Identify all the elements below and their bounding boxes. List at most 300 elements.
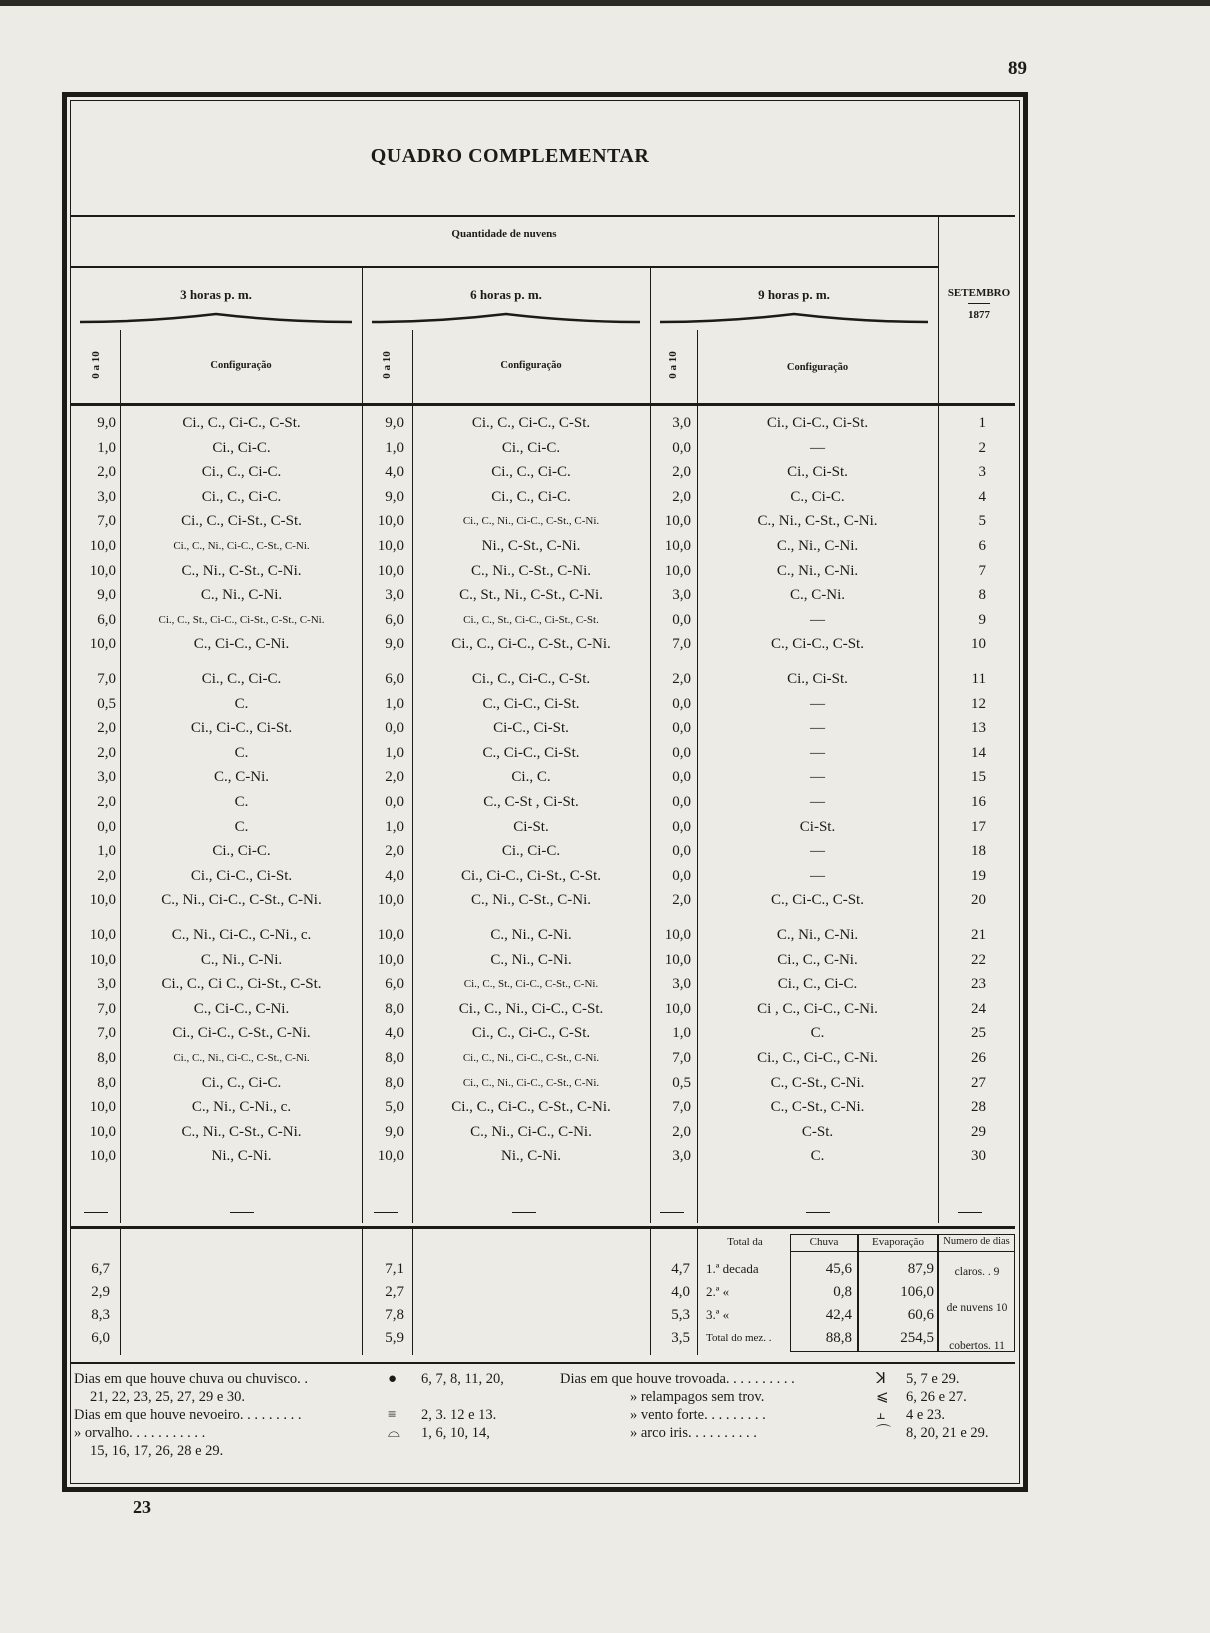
cloud-6pm: 9,0 [385,415,404,431]
legend-right-days: 6, 26 e 27. [906,1389,967,1405]
cloud-6pm: 9,0 [385,636,404,653]
day-number: 18 [971,843,986,860]
config-3pm: C. [234,695,249,712]
config-3pm: Ci., C., Ci-C. [201,1074,282,1091]
day-number: 25 [971,1025,986,1042]
config-9pm: — [810,439,825,456]
sheet-number: 23 [133,1497,151,1517]
config-label-3pm: Configuração [210,360,272,371]
evaporacao-value: 106,0 [900,1284,934,1300]
cloud-3pm: 7,0 [97,1000,116,1017]
day-number: 11 [971,671,986,687]
cloud-9pm: 0,0 [672,818,691,835]
cloud-9pm: 2,0 [672,892,691,909]
day-number: 16 [971,794,986,810]
config-6pm: Ci-C., Ci-St. [493,720,569,737]
config-9pm: C., C-St., C-Ni. [770,1074,865,1091]
config-3pm: Ci., Ci-C., Ci-St. [190,867,293,884]
config-3pm: Ci., Ci-C. [212,439,271,456]
legend-left-days: 6, 7, 8, 11, 20, [421,1371,504,1387]
page-title: QUADRO COMPLEMENTAR [370,145,650,167]
config-6pm: Ci., C., Ci-C., C-St. [471,1025,591,1042]
config-3pm: C. [234,794,249,810]
config-3pm: Ci., C., Ci-C. [201,464,282,481]
config-6pm: Ci., C., St., Ci-C., C-St., C-Ni. [463,978,599,991]
group-3pm: 3 horas p. m. [180,287,252,302]
day-number: 2 [978,439,986,456]
cloud-9pm: 7,0 [672,1099,691,1116]
day-number: 14 [971,744,986,761]
cloud-9pm: 2,0 [672,671,691,687]
cloud-3pm: 10,0 [89,1123,116,1140]
header-mid-rule [70,266,938,268]
cloud-3pm: 3,0 [97,976,116,993]
day-number: 8 [978,587,986,604]
legend-top-rule [70,1362,1015,1364]
legend-right-label: » relampagos sem trov. [630,1389,765,1405]
config-6pm: C., St., Ni., C-St., C-Ni. [459,587,603,604]
cloud-9pm: 2,0 [672,488,691,505]
config-9pm: — [810,744,825,761]
legend-right-days: 8, 20, 21 e 29. [906,1425,989,1441]
period-label: 2.ª « [706,1284,730,1299]
config-9pm: Ci , C., Ci-C., C-Ni. [757,1000,878,1017]
dias-value: claros. . 9 [954,1266,1000,1278]
header-bottom-rule [70,403,1015,406]
cloud-3pm: 3,0 [97,769,116,786]
legend-left-label: 21, 22, 23, 25, 27, 29 e 30. [90,1389,246,1405]
config-3pm: Ci., C., Ci-C. [201,671,282,687]
day-number: 24 [971,1000,986,1017]
day-number: 9 [978,611,986,628]
cloud-3pm: 9,0 [97,587,116,604]
config-6pm: Ni., C-St., C-Ni. [481,538,581,554]
config-6pm: C., Ni., C-Ni. [490,951,572,968]
cloud-3pm: 2,0 [97,464,116,481]
legend-weather-symbol-icon: ≡ [388,1407,397,1423]
mean-3pm: 6,7 [91,1261,110,1277]
mean-6pm: 7,1 [385,1261,404,1277]
config-3pm: Ci., Ci-C., C-St., C-Ni. [172,1025,311,1042]
config-3pm: C., Ni., C-Ni. [200,951,283,968]
cloud-9pm: 3,0 [672,587,691,604]
config-3pm: Ci., Ci-C. [212,843,271,860]
config-6pm: C., Ni., C-Ni. [490,927,572,943]
config-9pm: — [810,695,825,712]
mean-3pm: 2,9 [91,1284,110,1300]
config-9pm: Ci., Ci-St. [787,464,848,481]
header-cloud-quantity: Quantidade de nuvens [451,228,557,240]
mean-6pm: 5,9 [385,1330,404,1346]
config-6pm: Ci., C., Ci-C. [491,488,571,505]
legend-left-label: » orvalho. . . . . . . . . . . [74,1425,206,1441]
config-3pm: Ci., C., Ci-C., C-St. [182,415,301,431]
config-3pm: C. [234,818,249,835]
cloud-9pm: 10,0 [664,513,691,530]
cloud-9pm: 10,0 [664,562,691,579]
day-number: 5 [978,513,986,530]
config-6pm: Ci., Ci-C. [501,843,561,860]
mean-3pm: 8,3 [91,1307,110,1323]
cloud-3pm: 2,0 [97,720,116,737]
legend-left-label: Dias em que houve nevoeiro. . . . . . . . . [74,1407,302,1423]
config-3pm: Ci., Ci-C., Ci-St. [190,720,293,737]
day-number: 17 [971,818,986,835]
cloud-3pm: 6,0 [97,611,116,628]
config-6pm: C., Ci-C., Ci-St. [482,695,580,712]
cloud-9pm: 0,0 [672,439,691,456]
day-number: 26 [971,1050,986,1066]
cloud-6pm: 2,0 [385,769,404,786]
cloud-9pm: 0,0 [672,744,691,761]
config-6pm: Ci., C., Ci-C., C-St. [471,415,591,431]
cloud-6pm: 9,0 [385,1123,404,1140]
config-3pm: C. [234,744,249,761]
cloud-3pm: 8,0 [97,1050,116,1066]
cloud-9pm: 10,0 [664,951,691,968]
cloud-9pm: 0,0 [672,867,691,884]
config-3pm: C., Ni., C-Ni. [200,587,283,604]
legend-weather-symbol-icon: ⌒ [876,1425,892,1441]
day-number: 1 [978,415,986,431]
cloud-6pm: 6,0 [385,671,404,687]
period-label: Total do mez. . [706,1332,772,1344]
config-9pm: Ci., C., C-Ni. [777,951,858,968]
cloud-6pm: 2,0 [385,843,404,860]
cloud-3pm: 0,5 [97,695,116,712]
cloud-3pm: 10,0 [89,927,116,943]
chuva-value: 88,8 [825,1330,852,1346]
cloud-3pm: 7,0 [97,671,116,687]
day-number: 19 [971,867,986,884]
config-9pm: Ci., Ci-St. [787,671,848,687]
dias-value: cobertos. 11 [949,1340,1005,1352]
config-9pm: C-St. [801,1123,834,1140]
period-label: 3.ª « [706,1307,730,1322]
config-6pm: Ci., C., Ci-C. [491,464,571,481]
config-6pm: C., Ci-C., Ci-St. [482,744,580,761]
cloud-3pm: 10,0 [89,538,116,554]
sum-header-evaporacao: Evaporação [872,1236,924,1248]
cloud-3pm: 10,0 [89,951,116,968]
period-label: 1.ª decada [706,1261,759,1276]
config-9pm: — [810,611,825,628]
cloud-3pm: 10,0 [89,1148,116,1165]
legend-weather-symbol-icon: ⩽ [876,1389,889,1405]
cloud-6pm: 10,0 [377,951,404,968]
cloud-6pm: 0,0 [385,720,404,737]
config-label-9pm: Configuração [786,362,849,373]
config-9pm: C. [810,1148,825,1165]
cloud-6pm: 4,0 [385,867,404,884]
cloud-3pm: 0,0 [97,818,116,835]
day-number: 28 [971,1099,986,1116]
config-9pm: C., Ni., C-St., C-Ni. [757,513,878,530]
config-9pm: C., Ni., C-Ni. [776,538,859,554]
mean-3pm: 6,0 [91,1330,110,1346]
config-9pm: C., C-Ni. [789,587,845,604]
config-6pm: Ci., C., Ci-C., C-St., C-Ni. [451,1099,611,1116]
cloud-3pm: 1,0 [97,843,116,860]
cloud-3pm: 10,0 [89,562,116,579]
cloud-6pm: 1,0 [385,818,404,835]
cloud-9pm: 2,0 [672,464,691,481]
legend-right-days: 4 e 23. [906,1407,946,1423]
config-9pm: — [810,843,825,860]
config-6pm: Ni., C-Ni. [501,1148,561,1165]
cloud-9pm: 10,0 [664,927,691,943]
cloud-3pm: 2,0 [97,867,116,884]
sum-header-chuva: Chuva [809,1236,839,1248]
day-number: 13 [971,720,986,737]
config-9pm: C., C-St., C-Ni. [770,1099,865,1116]
month-year: 1877 [968,309,990,322]
month-dash [968,303,990,304]
day-number: 7 [978,562,986,579]
legend-weather-symbol-icon: ⌓ [388,1425,400,1441]
cloud-6pm: 10,0 [377,1148,404,1165]
cloud-9pm: 10,0 [664,1000,691,1017]
legend-weather-symbol-icon: ꓘ [876,1371,886,1387]
config-3pm: Ni., C-Ni. [211,1148,272,1165]
sum-header-dias: Numero de dias [943,1236,1010,1247]
cloud-6pm: 10,0 [377,927,404,943]
config-3pm: C., Ci-C., C-Ni. [193,1000,290,1017]
cloud-6pm: 8,0 [385,1050,404,1066]
scale-label-6pm: 0 a 10 [381,351,393,379]
cloud-9pm: 0,5 [672,1074,691,1091]
day-number: 22 [971,951,986,968]
day-number: 27 [971,1074,986,1091]
brace-6pm [370,308,642,330]
cloud-6pm: 0,0 [385,794,404,810]
sum-header-total: Total da [727,1236,763,1248]
day-number: 23 [971,976,986,993]
dash-mark [230,1212,254,1213]
config-9pm: C., Ni., C-Ni. [776,927,859,943]
config-9pm: C., Ni., C-Ni. [776,562,859,579]
config-9pm: Ci., C., Ci-C., C-Ni. [757,1050,878,1066]
month-header [940,285,1018,324]
group-6pm: 6 horas p. m. [470,287,542,302]
cloud-9pm: 2,0 [672,1123,691,1140]
config-6pm: Ci., Ci-C. [501,439,561,456]
cloud-6pm: 4,0 [385,464,404,481]
sum-divider-c [697,1229,698,1355]
cloud-3pm: 1,0 [97,439,116,456]
evaporacao-value: 254,5 [900,1330,934,1346]
dash-mark [958,1212,982,1213]
cloud-9pm: 0,0 [672,720,691,737]
scale-label-9pm: 0 a 10 [667,351,679,379]
config-3pm: Ci., C., Ci-C. [201,488,282,505]
config-6pm: C., Ni., Ci-C., C-Ni. [470,1123,592,1140]
config-3pm: Ci., C., Ni., Ci-C., C-St., C-Ni. [173,540,310,552]
page-number: 89 [1008,58,1027,79]
config-6pm: Ci., C., Ci-C., C-St., C-Ni. [451,636,611,653]
config-6pm: C., Ni., C-St., C-Ni. [470,562,591,579]
sum-header-rule [790,1251,1015,1252]
config-6pm: Ci., C., Ni., Ci-C., C-St., C-Ni. [462,1052,600,1064]
evaporacao-value: 60,6 [907,1307,934,1323]
sum-divider-a [120,1229,121,1355]
day-number: 30 [971,1148,986,1165]
day-number: 12 [971,695,986,712]
cloud-9pm: 10,0 [664,538,691,554]
config-6pm: Ci., C. [511,769,551,786]
config-9pm: — [810,867,825,884]
config-9pm: Ci-St. [799,818,836,835]
config-label-6pm: Configuração [500,360,562,371]
legend-right-label: » arco iris. . . . . . . . . . [630,1425,757,1441]
dash-mark [374,1212,398,1213]
cloud-3pm: 9,0 [97,415,116,431]
config-9pm: Ci., C., Ci-C. [777,976,858,993]
cloud-6pm: 6,0 [385,976,404,993]
cloud-6pm: 1,0 [385,439,404,456]
scale-label-3pm: 0 a 10 [90,351,102,379]
cloud-3pm: 2,0 [97,744,116,761]
mean-9pm: 5,3 [671,1307,690,1323]
dash-mark [84,1212,108,1213]
mean-6pm: 7,8 [385,1307,404,1323]
dash-mark [512,1212,536,1213]
config-3pm: C., Ni., C-Ni., c. [191,1099,292,1116]
header-top-rule [70,215,1015,217]
legend-weather-symbol-icon: ⫠ [876,1407,886,1423]
legend-right-days: 5, 7 e 29. [906,1371,960,1387]
config-6pm: Ci., C., Ni., Ci-C., C-St., C-Ni. [462,515,600,528]
cloud-3pm: 7,0 [97,513,116,530]
config-3pm: Ci., C., St., Ci-C., Ci-St., C-St., C-Ni. [158,613,325,626]
cloud-9pm: 7,0 [672,1050,691,1066]
dash-mark [660,1212,684,1213]
config-3pm: Ci., C., Ci C., Ci-St., C-St. [161,976,322,993]
cloud-6pm: 8,0 [385,1000,404,1017]
day-number: 15 [971,769,986,786]
config-6pm: C., C-St , Ci-St. [483,794,579,810]
cloud-9pm: 0,0 [672,769,691,786]
cloud-3pm: 10,0 [89,1099,116,1116]
config-9pm: C. [810,1025,825,1042]
month-name: SETEMBRO [947,287,1011,299]
cloud-6pm: 6,0 [385,611,404,628]
brace-3pm [78,308,354,330]
cloud-9pm: 7,0 [672,636,691,653]
dash-mark [806,1212,830,1213]
config-6pm: C., Ni., C-St., C-Ni. [470,892,591,909]
cloud-6pm: 4,0 [385,1025,404,1042]
cloud-6pm: 8,0 [385,1074,404,1091]
config-9pm: — [810,794,825,810]
mean-9pm: 4,7 [671,1261,690,1277]
mean-9pm: 4,0 [671,1284,690,1300]
brace-9pm [658,308,930,330]
day-number: 4 [978,488,986,505]
cloud-6pm: 10,0 [377,562,404,579]
config-6pm: Ci., Ci-C., Ci-St., C-St. [460,867,602,884]
cloud-9pm: 1,0 [672,1025,691,1042]
config-9pm: — [810,769,825,786]
day-number: 6 [978,538,986,554]
legend-left-label: Dias em que houve chuva ou chuvisco. . [74,1371,308,1387]
config-3pm: C., C-Ni. [213,769,269,786]
cloud-9pm: 0,0 [672,794,691,810]
config-6pm: Ci., C., Ni., Ci-C., C-St. [458,1000,604,1017]
cloud-9pm: 0,0 [672,843,691,860]
config-6pm: Ci., C., St., Ci-C., Ci-St., C-St. [463,613,599,626]
config-3pm: C., Ni., C-St., C-Ni. [181,1123,302,1140]
day-number: 10 [971,636,986,653]
evaporacao-value: 87,9 [907,1261,934,1277]
config-3pm: C., Ni., Ci-C., C-St., C-Ni. [161,892,322,909]
config-9pm: Ci., Ci-C., Ci-St. [766,415,869,431]
config-9pm: C., Ci-C., C-St. [771,636,864,653]
config-3pm: C., Ni., Ci-C., C-Ni., c. [171,927,312,943]
config-3pm: C., Ci-C., C-Ni. [193,636,290,653]
chuva-value: 45,6 [825,1261,852,1277]
cloud-9pm: 0,0 [672,611,691,628]
month-divider [938,217,939,403]
cloud-6pm: 10,0 [377,513,404,530]
chuva-value: 42,4 [825,1307,852,1323]
legend-right-label: Dias em que houve trovoada. . . . . . . . . . [560,1371,795,1387]
cloud-6pm: 5,0 [385,1099,404,1116]
day-number: 20 [971,892,986,909]
cloud-6pm: 3,0 [385,587,404,604]
config-3pm: Ci., C., Ci-St., C-St. [181,513,302,530]
cloud-3pm: 3,0 [97,488,116,505]
config-9pm: C., Ci-C. [790,488,845,505]
config-9pm: C., Ci-C., C-St. [771,892,864,909]
cloud-9pm: 3,0 [672,976,691,993]
day-number: 3 [978,464,986,481]
day-number: 29 [971,1123,986,1140]
sum-divider-b [412,1229,413,1355]
chuva-value: 0,8 [833,1284,852,1300]
cloud-6pm: 1,0 [385,695,404,712]
group-9pm: 9 horas p. m. [758,287,830,302]
cloud-3pm: 10,0 [89,892,116,909]
summary-top-rule [70,1226,1015,1229]
cloud-3pm: 10,0 [89,636,116,653]
cloud-6pm: 10,0 [377,892,404,909]
cloud-9pm: 3,0 [672,1148,691,1165]
legend-weather-symbol-icon: ● [388,1371,398,1387]
legend-left-label: 15, 16, 17, 26, 28 e 29. [90,1443,224,1459]
mean-6pm: 2,7 [385,1284,404,1300]
top-border-bar [0,0,1210,6]
cloud-9pm: 0,0 [672,695,691,712]
dias-value: de nuvens 10 [946,1302,1008,1314]
cloud-9pm: 3,0 [672,415,691,431]
body-divider-month [938,405,939,1223]
cloud-3pm: 7,0 [97,1025,116,1042]
config-9pm: — [810,720,825,737]
config-6pm: Ci., C., Ci-C., C-St. [471,671,591,687]
legend-left-days: 2, 3. 12 e 13. [421,1407,497,1423]
config-3pm: Ci., C., Ni., Ci-C., C-St., C-Ni. [173,1052,310,1064]
day-number: 21 [971,927,986,943]
config-6pm: Ci-St. [513,818,549,835]
cloud-6pm: 9,0 [385,488,404,505]
config-6pm: Ci., C., Ni., Ci-C., C-St., C-Ni. [462,1076,600,1089]
cloud-3pm: 8,0 [97,1074,116,1091]
cloud-3pm: 2,0 [97,794,116,810]
cloud-6pm: 1,0 [385,744,404,761]
cloud-6pm: 10,0 [377,538,404,554]
legend-right-label: » vento forte. . . . . . . . . [630,1407,766,1423]
